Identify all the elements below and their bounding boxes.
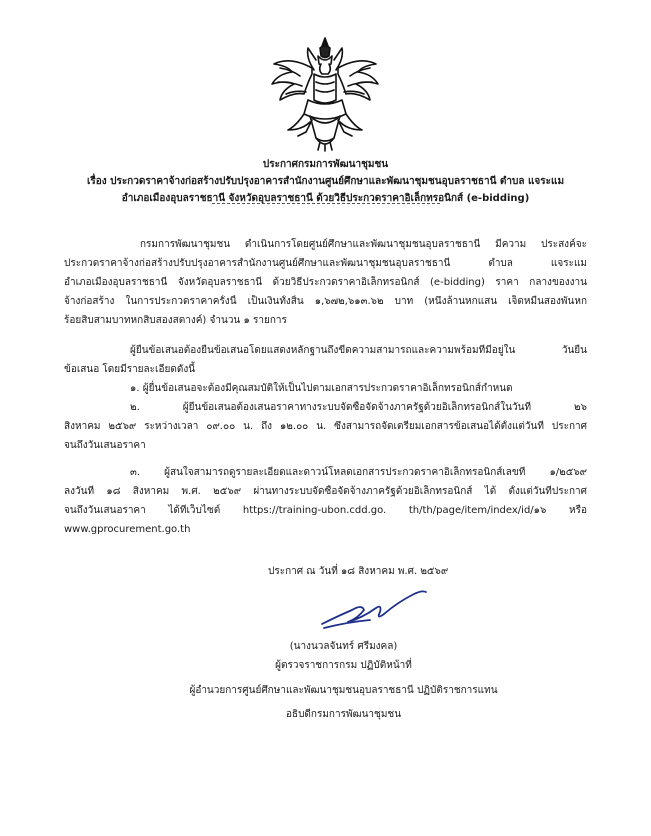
- paragraph-2-line-1: ผู้ยื่นข้อเสนอต้องยื่นข้อเสนอโดยแสดงหลักฐานถึงขีดความสามารถและความพร้อมที่มีอยู่ใน วันยื่น: [130, 345, 587, 356]
- subject-line-2: อำเภอเมืองอุบลราชธานี จังหวัดอุบลราชธานี ด้วยวิธีประกวดราคาอิเล็กทรอนิกส์ (e-bidding): [121, 193, 530, 204]
- signer-title-1: ผู้ตรวจราชการกรม ปฏิบัติหน้าที่: [275, 660, 412, 671]
- paragraph-1-line-4: จ้างก่อสร้าง ในการประกวดราคาครั้งนี้ เป็นเงินทั้งสิ้น ๑,๖๗๒,๖๑๓.๖๒ บาท (หนึ่งล้านหกแสน เจ็ดหมื่นสองพันหก: [64, 296, 587, 307]
- requirement-item-3-line-2: ลงวันที่ ๑๘ สิงหาคม พ.ศ. ๒๕๖๙ ผ่านทางระบบจัดซื้อจัดจ้างภาครัฐด้วยอิเล็กทรอนิกส์ ได้ ตั้งแต่วันที่ประกาศ: [64, 486, 587, 497]
- requirement-item-2-line-2: สิงหาคม ๒๕๖๙ ระหว่างเวลา ๐๙.๐๐ น. ถึง ๑๒.๐๐ น. ซึ่งสามารถจัดเตรียมเอกสารข้อเสนอได้ตั้งแต่วันที่ ประกาศ: [64, 421, 587, 432]
- requirement-item-2-line-1: ๒. ผู้ยื่นข้อเสนอต้องเสนอราคาทางระบบจัดซื้อจัดจ้างภาครัฐด้วยอิเล็กทรอนิกส์ในวันที่ ๒๖: [130, 402, 587, 413]
- paragraph-1-line-1: กรมการพัฒนาชุมชน ดำเนินการโดยศูนย์ศึกษาและพัฒนาชุมชนอุบลราชธานี มีความ ประสงค์จะ: [140, 239, 587, 250]
- requirement-item-3-line-1: ๓. ผู้สนใจสามารถดูรายละเอียดและดาวน์โหลดเอกสารประกวดราคาอิเล็กทรอนิกส์เลขที่ ๑/๒๕๖๙: [130, 467, 587, 478]
- paragraph-1-line-3: อำเภอเมืองอุบลราชธานี จังหวัดอุบลราชธานี ด้วยวิธีประกวดราคาอิเล็กทรอนิกส์ (e-bidding) ราคา กลางของงาน: [64, 277, 587, 288]
- paragraph-2-line-2: ข้อเสนอ โดยมีรายละเอียดดังนี้: [64, 364, 196, 375]
- signer-title-2: ผู้อำนวยการศูนย์ศึกษาและพัฒนาชุมชนอุบลราชธานี ปฏิบัติราชการแทน: [189, 685, 498, 696]
- requirement-item-3-line-3: จนถึงวันเสนอราคา ได้ที่เว็บไซต์ https://training-ubon.cdd.go. th/th/page/item/index/id/๑๖ หรือ: [64, 505, 587, 516]
- handwritten-signature-icon: [318, 586, 430, 632]
- signer-name: (นางนวลจันทร์ ศรีมงคล): [289, 641, 398, 652]
- signer-title-3: อธิบดีกรมการพัฒนาชุมชน: [285, 709, 402, 720]
- announcement-date: ประกาศ ณ วันที่ ๑๘ สิงหาคม พ.ศ. ๒๕๖๙: [268, 566, 449, 577]
- website-link[interactable]: www.gprocurement.go.th: [64, 524, 191, 535]
- paragraph-1-line-2: ประกวดราคาจ้างก่อสร้างปรับปรุงอาคารสำนักงานศูนย์ศึกษาและพัฒนาชุมชนอุบลราชธานี ตำบล แจระแม: [64, 258, 587, 269]
- announcement-title: ประกาศกรมการพัฒนาชุมชน: [262, 159, 389, 170]
- requirement-item-2-line-3: จนถึงวันเสนอราคา: [64, 440, 146, 451]
- separator-rule: [212, 203, 440, 204]
- requirement-item-1: ๑. ผู้ยื่นข้อเสนอจะต้องมีคุณสมบัติให้เป็นไปตามเอกสารประกวดราคาอิเล็กทรอนิกส์กำหนด: [130, 383, 513, 394]
- garuda-emblem-icon: [268, 34, 382, 152]
- paragraph-1-line-5: ร้อยสิบสามบาทหกสิบสองสตางค์) จำนวน ๑ รายการ: [64, 315, 287, 326]
- subject-line-1: เรื่อง ประกวดราคาจ้างก่อสร้างปรับปรุงอาคารสำนักงานศูนย์ศึกษาและพัฒนาชุมชนอุบลราชธานี ตำบล แจระแม: [86, 176, 565, 187]
